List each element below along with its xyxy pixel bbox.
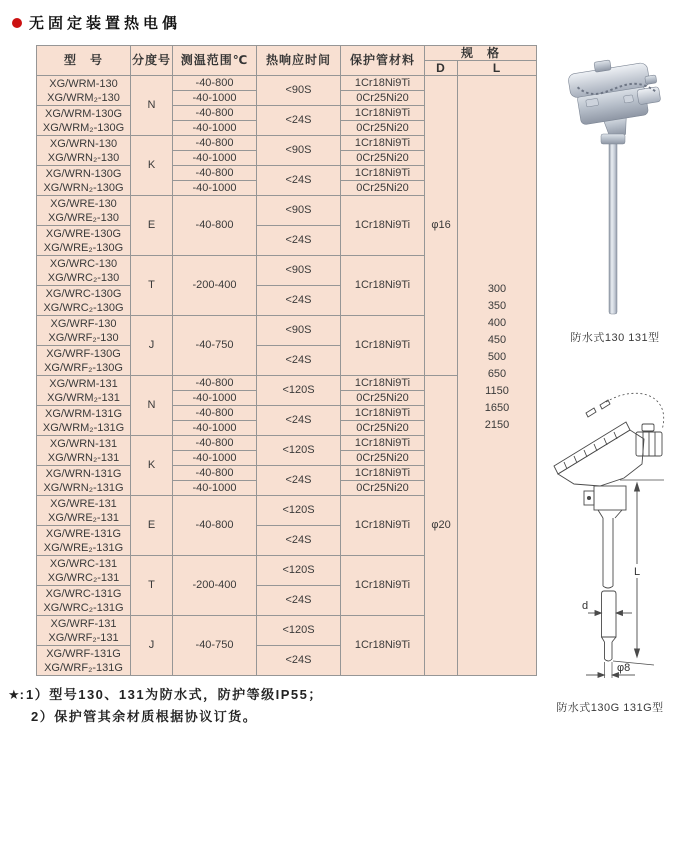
l-cell xyxy=(458,76,537,676)
material-cell: 1Cr18Ni9Ti xyxy=(341,106,425,121)
drawing-head-body xyxy=(558,430,644,486)
range-cell: -40-800 xyxy=(173,406,257,421)
range-cell: -40-800 xyxy=(173,136,257,151)
model-cell: XG/WRN-130 XG/WRN₂-130 xyxy=(37,136,131,166)
model-cell: XG/WRF-131 XG/WRF₂-131 xyxy=(37,616,131,646)
model-cell: XG/WRC-131G XG/WRC₂-131G xyxy=(37,586,131,616)
response-cell: <24S xyxy=(257,586,341,616)
head-base xyxy=(601,134,625,144)
page-title-row xyxy=(12,12,181,33)
material-cell: 1Cr18Ni9Ti xyxy=(341,316,425,376)
graduation-cell: E xyxy=(131,496,173,556)
response-cell: <120S xyxy=(257,556,341,586)
range-cell: -40-1000 xyxy=(173,391,257,406)
response-cell: <24S xyxy=(257,526,341,556)
model-cell: XG/WRC-131 XG/WRC₂-131 xyxy=(37,556,131,586)
header-range: 测温范围℃ xyxy=(173,46,257,76)
model-cell: XG/WRF-130G XG/WRF₂-130G xyxy=(37,346,131,376)
range-cell: -40-1000 xyxy=(173,451,257,466)
response-cell: <24S xyxy=(257,406,341,436)
drawing-neck xyxy=(584,486,626,518)
material-cell: 1Cr18Ni9Ti xyxy=(341,466,425,481)
spec-table xyxy=(36,45,537,676)
graduation-cell: N xyxy=(131,376,173,436)
range-cell: -40-1000 xyxy=(173,91,257,106)
response-cell: <90S xyxy=(257,196,341,226)
material-cell: 1Cr18Ni9Ti xyxy=(341,496,425,556)
material-cell: 0Cr25Ni20 xyxy=(341,451,425,466)
dim-label-phi8: φ8 xyxy=(617,662,631,674)
photo-caption: 防水式130 131型 xyxy=(570,332,660,344)
graduation-cell: K xyxy=(131,436,173,496)
material-cell: 1Cr18Ni9Ti xyxy=(341,436,425,451)
header-d: D xyxy=(425,61,458,76)
l-values: 300 350 400 450 500 650 1150 1650 2150 xyxy=(484,283,510,431)
footnote-1 xyxy=(8,684,323,703)
dim-label-l: L xyxy=(634,566,641,578)
model-cell: XG/WRF-131G XG/WRF₂-131G xyxy=(37,646,131,676)
graduation-cell: T xyxy=(131,256,173,316)
model-cell: XG/WRC-130 XG/WRC₂-130 xyxy=(37,256,131,286)
graduation-cell: T xyxy=(131,556,173,616)
material-cell: 0Cr25Ni20 xyxy=(341,391,425,406)
response-cell: <24S xyxy=(257,286,341,316)
material-cell: 0Cr25Ni20 xyxy=(341,151,425,166)
page-title: 无固定装置热电偶 xyxy=(29,15,182,32)
model-cell: XG/WRE-130 XG/WRE₂-130 xyxy=(37,196,131,226)
range-cell: -200-400 xyxy=(173,556,257,616)
material-cell: 1Cr18Ni9Ti xyxy=(341,166,425,181)
material-cell: 1Cr18Ni9Ti xyxy=(341,76,425,91)
graduation-cell: J xyxy=(131,616,173,676)
drawing-chain xyxy=(606,393,664,430)
graduation-cell: J xyxy=(131,316,173,376)
header-l: L xyxy=(458,61,537,76)
response-cell: <24S xyxy=(257,346,341,376)
model-cell: XG/WRN-130G XG/WRN₂-130G xyxy=(37,166,131,196)
material-cell: 1Cr18Ni9Ti xyxy=(341,376,425,391)
graduation-cell: K xyxy=(131,136,173,196)
header-model: 型 号 xyxy=(37,46,131,76)
response-cell: <24S xyxy=(257,226,341,256)
range-cell: -40-750 xyxy=(173,616,257,676)
response-cell: <24S xyxy=(257,646,341,676)
range-cell: -40-800 xyxy=(173,466,257,481)
material-cell: 0Cr25Ni20 xyxy=(341,181,425,196)
material-cell: 0Cr25Ni20 xyxy=(341,421,425,436)
footnote-2: 2）保护管其余材质根据协议订货。 xyxy=(31,709,258,724)
graduation-cell: N xyxy=(131,76,173,136)
drawing-caption: 防水式130G 131G型 xyxy=(556,702,664,714)
material-cell: 0Cr25Ni20 xyxy=(341,91,425,106)
drawing-tube xyxy=(602,518,617,661)
range-cell: -40-800 xyxy=(173,166,257,181)
response-cell: <120S xyxy=(257,496,341,526)
range-cell: -40-800 xyxy=(173,496,257,556)
header-response: 热响应时间 xyxy=(257,46,341,76)
range-cell: -40-800 xyxy=(173,106,257,121)
model-cell: XG/WRE-130G XG/WRE₂-130G xyxy=(37,226,131,256)
range-cell: -40-800 xyxy=(173,376,257,391)
material-cell: 1Cr18Ni9Ti xyxy=(341,196,425,256)
red-bullet-icon xyxy=(12,18,22,28)
header-material: 保护管材料 xyxy=(341,46,425,76)
material-cell: 1Cr18Ni9Ti xyxy=(341,256,425,316)
range-cell: -40-1000 xyxy=(173,151,257,166)
range-cell: -40-1000 xyxy=(173,481,257,496)
graduation-cell: E xyxy=(131,196,173,256)
response-cell: <90S xyxy=(257,136,341,166)
dim-label-d: d xyxy=(582,600,589,612)
model-cell: XG/WRF-130 XG/WRF₂-130 xyxy=(37,316,131,346)
response-cell: <24S xyxy=(257,166,341,196)
header-spec: 规 格 xyxy=(425,46,537,61)
model-cell: XG/WRM-131G XG/WRM₂-131G xyxy=(37,406,131,436)
d-cell: φ16 xyxy=(425,76,458,376)
range-cell: -40-800 xyxy=(173,436,257,451)
model-cell: XG/WRN-131G XG/WRN₂-131G xyxy=(37,466,131,496)
material-cell: 0Cr25Ni20 xyxy=(341,481,425,496)
range-cell: -40-800 xyxy=(173,76,257,91)
material-cell: 1Cr18Ni9Ti xyxy=(341,616,425,676)
model-cell: XG/WRM-130G XG/WRM₂-130G xyxy=(37,106,131,136)
response-cell: <90S xyxy=(257,256,341,286)
response-cell: <120S xyxy=(257,616,341,646)
response-cell: <120S xyxy=(257,436,341,466)
thermocouple-drawing xyxy=(540,378,680,693)
range-cell: -40-750 xyxy=(173,316,257,376)
probe-shaft xyxy=(609,132,617,314)
model-cell: XG/WRE-131 XG/WRE₂-131 xyxy=(37,496,131,526)
material-cell: 1Cr18Ni9Ti xyxy=(341,136,425,151)
model-cell: XG/WRC-130G XG/WRC₂-130G xyxy=(37,286,131,316)
model-cell: XG/WRE-131G XG/WRE₂-131G xyxy=(37,526,131,556)
thermocouple-photo xyxy=(562,54,668,326)
range-cell: -40-1000 xyxy=(173,121,257,136)
star-icon: ★: xyxy=(8,687,24,702)
model-cell: XG/WRM-130 XG/WRM₂-130 xyxy=(37,76,131,106)
range-cell: -40-1000 xyxy=(173,181,257,196)
model-cell: XG/WRM-131 XG/WRM₂-131 xyxy=(37,376,131,406)
header-graduation: 分度号 xyxy=(131,46,173,76)
d-cell: φ20 xyxy=(425,376,458,676)
range-cell: -40-1000 xyxy=(173,421,257,436)
footnote-1-text: 1）型号130、131为防水式，防护等级IP55； xyxy=(25,687,323,702)
range-cell: -40-800 xyxy=(173,196,257,256)
material-cell: 0Cr25Ni20 xyxy=(341,121,425,136)
response-cell: <120S xyxy=(257,376,341,406)
range-cell: -200-400 xyxy=(173,256,257,316)
model-cell: XG/WRN-131 XG/WRN₂-131 xyxy=(37,436,131,466)
junction-head xyxy=(566,54,665,142)
material-cell: 1Cr18Ni9Ti xyxy=(341,556,425,616)
response-cell: <24S xyxy=(257,106,341,136)
response-cell: <90S xyxy=(257,76,341,106)
response-cell: <90S xyxy=(257,316,341,346)
response-cell: <24S xyxy=(257,466,341,496)
dimension-d xyxy=(588,611,632,616)
drawing-cable-gland xyxy=(636,424,662,456)
material-cell: 1Cr18Ni9Ti xyxy=(341,406,425,421)
